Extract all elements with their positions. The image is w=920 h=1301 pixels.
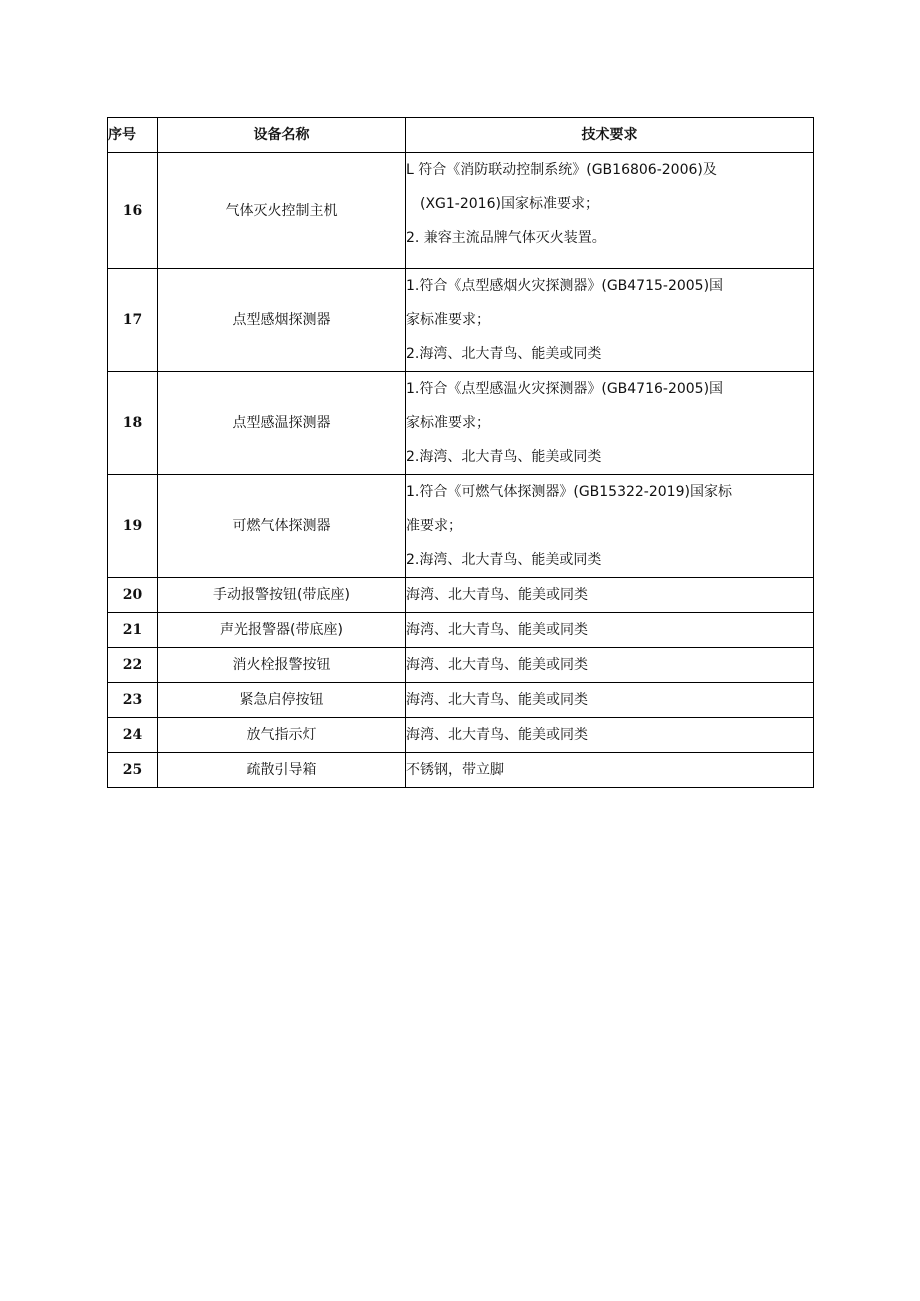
equipment-name: 气体灭火控制主机	[158, 153, 406, 269]
requirement-line: 家标准要求；	[406, 312, 490, 328]
row-number: 24	[108, 718, 158, 753]
equipment-name: 声光报警器(带底座)	[158, 613, 406, 648]
table-row	[108, 683, 814, 718]
technical-requirements	[406, 153, 814, 269]
equipment-name: 疏散引导箱	[158, 753, 406, 788]
requirement-line: L 符合《消防联动控制系统》(GB16806-2006)及	[406, 162, 717, 178]
equipment-name: 手动报警按钮(带底座)	[158, 578, 406, 613]
table-row	[108, 475, 814, 578]
row-number: 16	[108, 153, 158, 269]
requirement-line: 家标准要求；	[406, 415, 490, 431]
equipment-name: 点型感烟探测器	[158, 269, 406, 372]
technical-requirements	[406, 269, 814, 372]
row-number: 23	[108, 683, 158, 718]
requirement-line: (XG1-2016)国家标准要求；	[420, 196, 599, 212]
equipment-spec-table	[107, 117, 814, 788]
requirement-line: 2.海湾、北大青鸟、能美或同类	[406, 449, 602, 465]
equipment-name: 消火栓报警按钮	[158, 648, 406, 683]
table-row	[108, 372, 814, 475]
table-row	[108, 269, 814, 372]
requirement-line: 2. 兼容主流品牌气体灭火装置。	[406, 230, 606, 246]
requirement-line: 1.符合《点型感烟火灾探测器》(GB4715-2005)国	[406, 278, 724, 294]
table-row	[108, 753, 814, 788]
row-number: 17	[108, 269, 158, 372]
table-row	[108, 578, 814, 613]
equipment-name: 可燃气体探测器	[158, 475, 406, 578]
table-row	[108, 648, 814, 683]
table-row	[108, 718, 814, 753]
row-number: 18	[108, 372, 158, 475]
header-equipment-name: 设备名称	[158, 118, 406, 153]
requirement-line: 准要求；	[406, 518, 462, 534]
requirement-line: 1.符合《可燃气体探测器》(GB15322-2019)国家标	[406, 484, 732, 500]
row-number: 19	[108, 475, 158, 578]
requirement-line: 2.海湾、北大青鸟、能美或同类	[406, 346, 602, 362]
technical-requirements: 海湾、北大青鸟、能美或同类	[406, 683, 814, 718]
table-row	[108, 153, 814, 269]
row-number: 25	[108, 753, 158, 788]
equipment-name: 放气指示灯	[158, 718, 406, 753]
header-row	[108, 118, 814, 153]
technical-requirements: 海湾、北大青鸟、能美或同类	[406, 718, 814, 753]
requirement-line: 2.海湾、北大青鸟、能美或同类	[406, 552, 602, 568]
technical-requirements: 海湾、北大青鸟、能美或同类	[406, 578, 814, 613]
row-number: 20	[108, 578, 158, 613]
requirement-line: 1.符合《点型感温火灾探测器》(GB4716-2005)国	[406, 381, 724, 397]
header-technical-requirements: 技术要求	[406, 118, 814, 153]
equipment-name: 紧急启停按钮	[158, 683, 406, 718]
technical-requirements: 海湾、北大青鸟、能美或同类	[406, 648, 814, 683]
technical-requirements: 不锈钢，带立脚	[406, 753, 814, 788]
row-number: 21	[108, 613, 158, 648]
table-row	[108, 613, 814, 648]
equipment-name: 点型感温探测器	[158, 372, 406, 475]
technical-requirements	[406, 475, 814, 578]
row-number: 22	[108, 648, 158, 683]
technical-requirements: 海湾、北大青鸟、能美或同类	[406, 613, 814, 648]
technical-requirements	[406, 372, 814, 475]
header-serial-number: 序号	[108, 118, 158, 153]
